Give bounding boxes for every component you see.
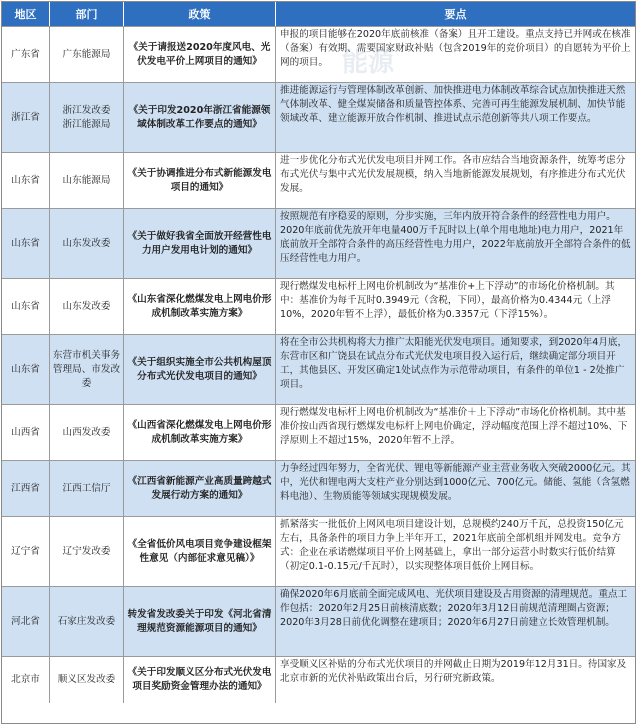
region-cell: 河北省 [2, 587, 50, 656]
policy-cell: 《关于组织实施全市公共机构屋顶分布式光伏发电项目的通知》 [124, 335, 276, 404]
points-cell: 将在全市公共机构将大力推广太阳能光伏发电项目。通知要求，到2020年4月底，东营市区和广饶县在试点分布式光伏发电项目投入运行后，继续确定部分项目开工，其他县区、开发区确定1处试点作为示范带动项目，有条件的单位1 - 2处推广项目。 [280, 337, 628, 390]
points-cell: 推进能源运行与管理体制改革创新、加快推进电力体制改革综合试点加快推进天然气体制改革、健全煤炭储备和质量管控体系、完善可再生能源发展机制、加快节能领域改革、建立能源开放合作机制、推进试点示范创新等共八项工作要点。 [280, 85, 626, 124]
header-points: 要点 [444, 8, 467, 21]
table-row [2, 26, 635, 82]
department-cell: 山东发改委 [50, 279, 124, 334]
region-cell: 浙江省 [2, 83, 50, 152]
table-row [2, 586, 635, 656]
region-cell: 山东省 [2, 153, 50, 208]
table-row [2, 460, 635, 516]
points-cell: 确保2020年6月底前全面完成风电、光伏项目建设及占用资源的清理规范。重点工作包括：2020年2月25日前核清底数；2020年3月12日前规范清理圈占资源；2020年3月28日前优化调整在建项目；2020年6月27日前建立长效管理机制。 [280, 589, 628, 628]
points-cell: 享受顺义区补贴的分布式光伏项目的并网截止日期为2019年12月31日。待国家及北京市新的光伏补贴政策出台后，另行研究新政策。 [280, 659, 627, 684]
points-cell: 进一步优化分布式光伏发电项目并网工作。各市应结合当地资源条件，统筹考虑分布式光伏与集中式光伏发展规模，纳入当地新能源发展规划，有序推进分布式光伏发展。 [280, 155, 626, 194]
region-cell: 江西省 [2, 461, 50, 516]
header-department: 部门 [50, 2, 124, 26]
policy-cell: 《关于印发2020年浙江省能源领域体制改革工作要点的通知》 [124, 83, 276, 152]
region-cell: 山东省 [2, 279, 50, 334]
department-cell: 顺义区发改委 [50, 657, 124, 703]
points-cell: 现行燃煤发电标杆上网电价机制改为“基准价+上下浮动”的市场化价格机制。其中：基准价为每千瓦时0.3949元（含税，下同），最高价格为0.4344元（上浮10%，2020年暂不上浮），最低价格为0.3357元（下浮15%）。 [280, 281, 615, 320]
region-cell: 山西省 [2, 405, 50, 460]
department-cell: 山西发改委 [50, 405, 124, 460]
region-cell: 辽宁省 [2, 517, 50, 586]
department-cell: 浙江发改委 浙江能源局 [50, 83, 124, 152]
points-cell: 抓紧落实一批低价上网风电项目建设计划，总规模约240万千瓦，总投资150亿元左右，具备条件的项目力争上半年开工，2021年底前全部机组并网发电。竞争方式：企业在承诺燃煤项目平价上网基础上，拿出一部分运营小时数实行低价结算（初定0.1-0.15元/千瓦时），以实现整体项目低价上网目标。 [280, 519, 624, 572]
policy-cell: 《山西省深化燃煤发电上网电价形成机制改革实施方案》 [124, 405, 276, 460]
table-row [2, 278, 635, 334]
department-cell: 山东发改委 [50, 209, 124, 278]
policy-cell: 《关于协调推进分布式新能源发电项目的通知》 [124, 153, 276, 208]
region-cell: 山东省 [2, 335, 50, 404]
department-cell: 石家庄发改委 [50, 587, 124, 656]
region-cell: 北京市 [2, 657, 50, 703]
department-cell: 广东能源局 [50, 27, 124, 82]
header-policy: 政策 [124, 2, 276, 26]
policy-cell: 《江西省新能源产业高质量跨越式发展行动方案的通知》 [124, 461, 276, 516]
department-cell: 辽宁发改委 [50, 517, 124, 586]
policy-cell: 《关于印发顺义区分布式光伏发电项目奖励资金管理办法的通知》 [124, 657, 276, 703]
policy-cell: 《关于做好我省全面放开经营性电力用户发用电计划的通知》 [124, 209, 276, 278]
department-cell: 山东能源局 [50, 153, 124, 208]
policy-cell: 《全省低价风电项目竞争建设框架性意见（内部征求意见稿）》 [124, 517, 276, 586]
table-row [2, 516, 635, 586]
header-region: 地区 [2, 2, 50, 26]
table-header [2, 2, 635, 26]
policy-cell: 《关于请报送2020年度风电、光伏发电平价上网项目的通知》 [124, 27, 276, 82]
region-cell: 山东省 [2, 209, 50, 278]
table-row [2, 656, 635, 703]
table-row [2, 152, 635, 208]
table-row [2, 82, 635, 152]
policy-table [1, 1, 636, 724]
table-row [2, 404, 635, 460]
table-row [2, 334, 635, 404]
region-cell: 广东省 [2, 27, 50, 82]
policy-cell: 《山东省深化燃煤发电上网电价形成机制改革实施方案》 [124, 279, 276, 334]
points-cell: 现行燃煤发电标杆上网电价机制改为“基准价＋上下浮动”市场化价格机制。其中基准价按山西省现行燃煤发电标杆上网电价确定，浮动幅度范围上浮不超过10%、下浮原则上不超过15%，2020年暂不上浮。 [280, 407, 628, 446]
table-row [2, 208, 635, 278]
department-cell: 江西工信厅 [50, 461, 124, 516]
department-cell: 东营市机关事务管理局、市发改委 [50, 335, 124, 404]
policy-cell: 转发省发改委关于印发《河北省清理规范资源能源项目的通知》 [124, 587, 276, 656]
watermark: 能源 [342, 48, 395, 78]
points-cell: 力争经过四年努力，全省光伏、锂电等新能源产业主营业务收入突破2000亿元。其中，光伏和锂电两大支柱产业分别达到1000亿元、700亿元。储能、氢能（含氢燃料电池）、生物质能等领域实现规模发展。 [280, 463, 631, 502]
points-cell: 申报的项目能够在2020年底前核准（备案）且开工建设。重点支持已并网或在核准（备案）有效期、需要国家财政补贴（包含2019年的竞价项目）的自愿转为平价上网的项目。 [280, 29, 631, 68]
points-cell: 按照规范有序稳妥的原则，分步实施，三年内放开符合条件的经营性电力用户。2020年底前优先放开年电量400万千瓦时以上(单个用电地址)电力用户，2021年底前放开全部符合条件的高压经营性电力用户，2022年底前放开全部符合条件的低压经营性电力用户。 [280, 211, 631, 264]
